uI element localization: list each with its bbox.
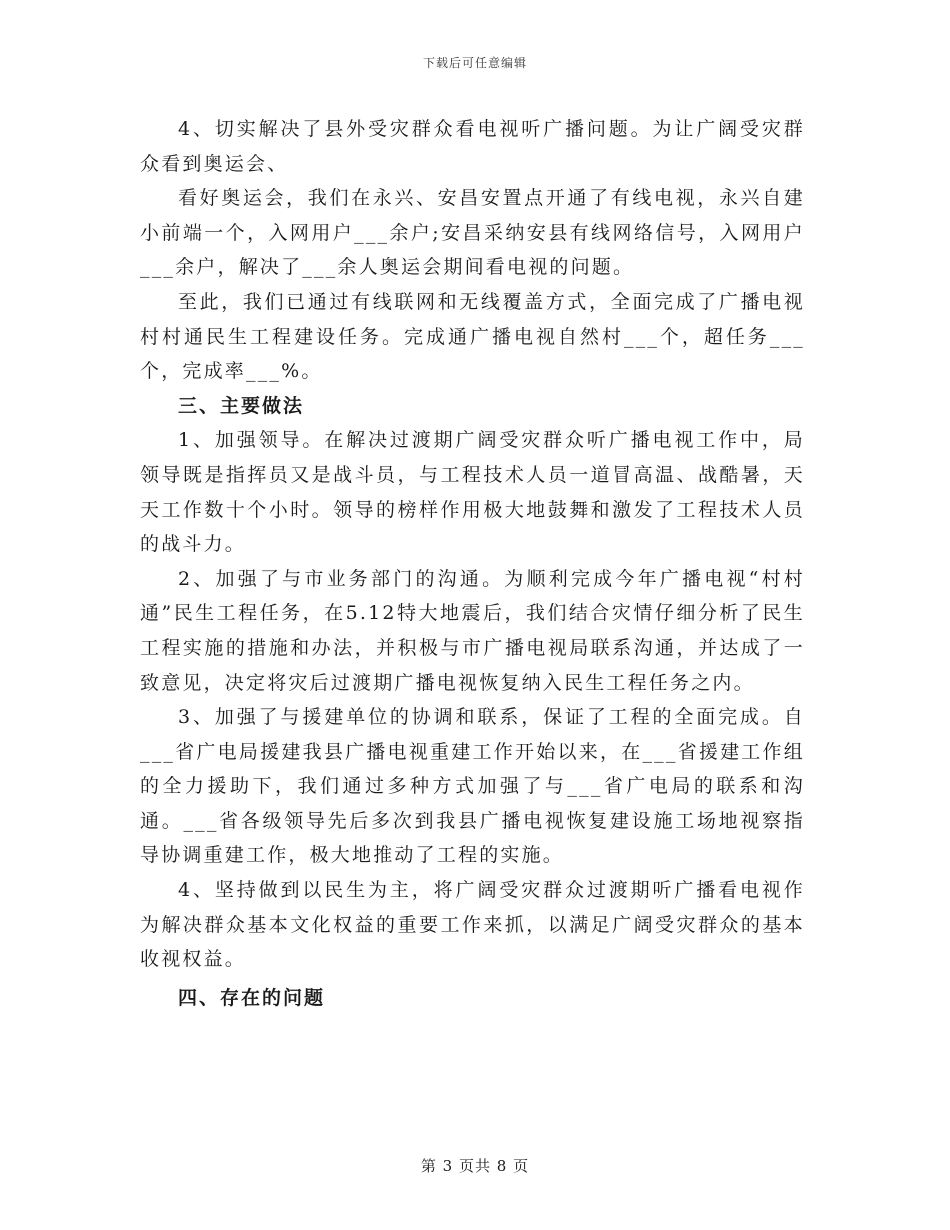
- page-header: 下载后可任意编辑: [422, 56, 527, 70]
- section-heading-main-practices: 三、主要做法: [178, 394, 305, 417]
- document-body: [140, 112, 805, 1015]
- section-heading-existing-problems: 四、存在的问题: [178, 986, 326, 1009]
- paragraph-project-completion: 至此，我们已通过有线联网和无线覆盖方式，全面完成了广播电视村村通民生工程建设任务。完成通广播电视自然村___个，超任务___个，完成率___%。: [140, 290, 805, 383]
- paragraph-tv-broadcast-outside-county: 4、切实解决了县外受灾群众看电视听广播问题。为让广阔受灾群众看到奥运会、: [140, 118, 805, 175]
- paragraph-livelihood-priority: 4、坚持做到以民生为主，将广阔受灾群众过渡期听广播看电视作为解决群众基本文化权益的重要工作来抓，以满足广阔受灾群众的基本收视权益。: [140, 879, 805, 971]
- paragraph-strengthen-leadership: 1、加强领导。在解决过渡期广阔受灾群众听广播电视工作中，局领导既是指挥员又是战斗员，与工程技术人员一道冒高温、战酷暑，天天工作数十个小时。领导的榜样作用极大地鼓舞和激发了工程技术人员的战斗力。: [140, 429, 805, 556]
- page-footer: 第 3 页共 8 页: [420, 1157, 530, 1175]
- paragraph-aid-unit-coordination: 3、加强了与援建单位的协调和联系，保证了工程的全面完成。自___省广电局援建我县广播电视重建工作开始以来，在___省援建工作组的全力援助下，我们通过多种方式加强了与___省广电局的联系和沟通。___省各级领导先后多次到我县广播电视恢复建设施工场地视察指导协调重建工作，极大地推动了工程的实施。: [140, 706, 805, 867]
- paragraph-city-department-communication: 2、加强了与市业务部门的沟通。为顺利完成今年广播电视“村村通”民生工程任务，在5.12特大地震后，我们结合灾情仔细分析了民生工程实施的措施和办法，并积极与市广播电视局联系沟通，并达成了一致意见，决定将灾后过渡期广播电视恢复纳入民生工程任务之内。: [140, 567, 805, 694]
- paragraph-cable-tv-resettlement: 看好奥运会，我们在永兴、安昌安置点开通了有线电视，永兴自建小前端一个，入网用户___余户;安昌采纳安县有线网络信号，入网用户___余户，解决了___余人奥运会期间看电视的问题。: [140, 187, 805, 279]
